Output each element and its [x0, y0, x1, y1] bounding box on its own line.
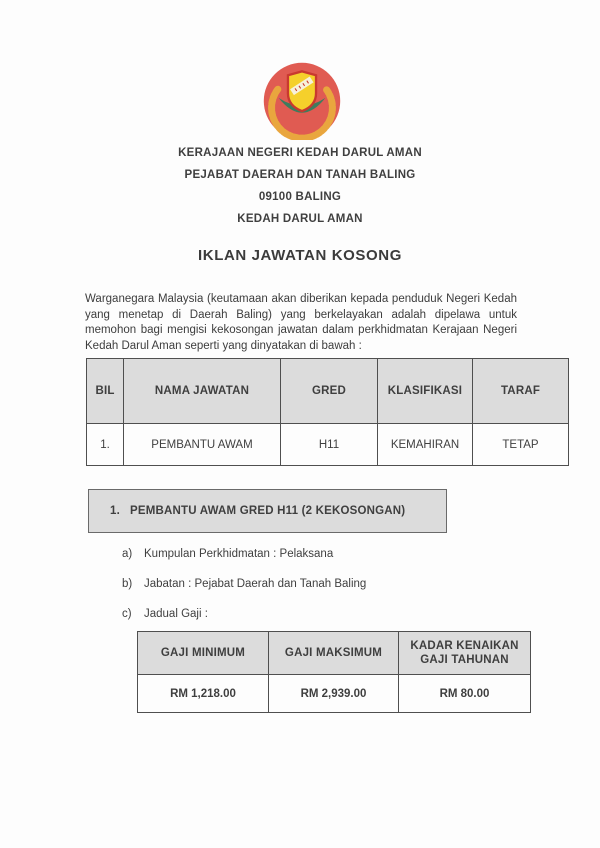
list-item-marker: c)	[122, 608, 132, 620]
page-title: IKLAN JAWATAN KOSONG	[198, 247, 402, 264]
vacancy-cell-bil: 1.	[87, 424, 124, 466]
vacancy-header-nama-jawatan: NAMA JAWATAN	[124, 359, 281, 424]
letterhead-line-office: PEJABAT DAERAH DAN TANAH BALING	[184, 169, 416, 181]
list-item-marker: b)	[122, 578, 133, 590]
salary-header-minimum: GAJI MINIMUM	[138, 632, 269, 675]
vacancy-table-header-row	[87, 359, 569, 424]
letterhead	[0, 142, 600, 230]
list-item-marker: a)	[122, 548, 133, 560]
vacancy-header-taraf: TARAF	[473, 359, 569, 424]
list-item	[122, 607, 366, 621]
section-number: 1.	[110, 505, 120, 517]
vacancy-header-bil: BIL	[87, 359, 124, 424]
kedah-coat-of-arms-icon	[263, 62, 341, 140]
salary-header-kadar-kenaikan: KADAR KENAIKAN GAJI TAHUNAN	[399, 632, 531, 675]
section-heading-box	[88, 489, 447, 533]
list-item-text: Kumpulan Perkhidmatan : Pelaksana	[144, 548, 334, 560]
details-list	[122, 547, 366, 637]
list-item-text: Jadual Gaji :	[144, 608, 208, 620]
section-heading: PEMBANTU AWAM GRED H11 (2 KEKOSONGAN)	[130, 505, 406, 517]
vacancy-header-klasifikasi: KLASIFIKASI	[378, 359, 473, 424]
list-item	[122, 577, 366, 591]
salary-table	[137, 631, 531, 713]
vacancy-cell-klasifikasi: KEMAHIRAN	[378, 424, 473, 466]
vacancy-table	[86, 358, 569, 466]
salary-cell-minimum: RM 1,218.00	[138, 675, 269, 713]
list-item	[122, 547, 366, 561]
letterhead-line-postcode: 09100 BALING	[258, 191, 342, 203]
letterhead-line-state: KEDAH DARUL AMAN	[237, 213, 363, 225]
vacancy-cell-nama-jawatan: PEMBANTU AWAM	[124, 424, 281, 466]
letterhead-line-government: KERAJAAN NEGERI KEDAH DARUL AMAN	[178, 147, 422, 159]
salary-cell-kadar-kenaikan: RM 80.00	[399, 675, 531, 713]
intro-paragraph: Warganegara Malaysia (keutamaan akan diberikan kepada penduduk Negeri Kedah yang menetap di Daerah Baling) yang berkelayakan adalah dipelawa untuk memohon bagi mengisi kekosongan jawatan dalam perkhidmatan Kerajaan Negeri Kedah Darul Aman seperti yang dinyatakan di bawah :	[85, 293, 517, 352]
table-row	[138, 675, 531, 713]
table-row	[87, 424, 569, 466]
salary-table-header-row	[138, 632, 531, 675]
salary-header-maksimum: GAJI MAKSIMUM	[269, 632, 399, 675]
salary-cell-maksimum: RM 2,939.00	[269, 675, 399, 713]
list-item-text: Jabatan : Pejabat Daerah dan Tanah Baling	[144, 578, 367, 590]
vacancy-header-gred: GRED	[281, 359, 378, 424]
vacancy-cell-taraf: TETAP	[473, 424, 569, 466]
vacancy-cell-gred: H11	[281, 424, 378, 466]
